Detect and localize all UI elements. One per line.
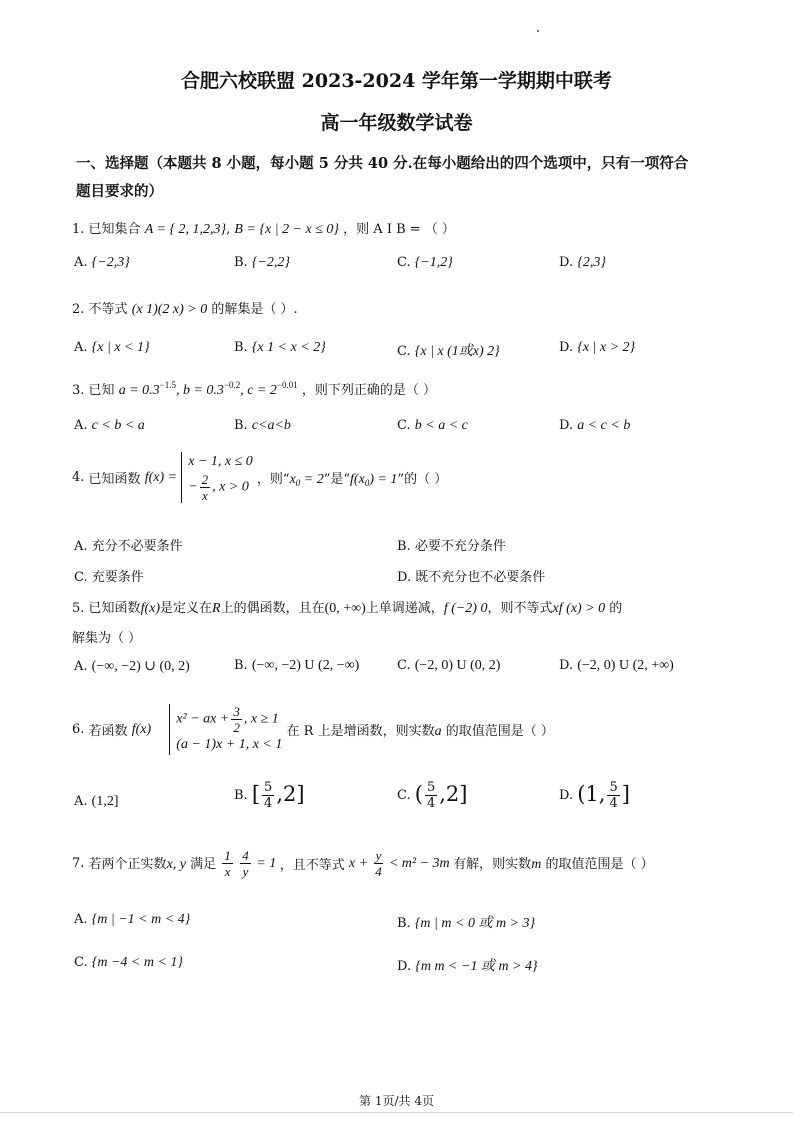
question-4 — [72, 452, 447, 503]
section-heading-line1: 一、选择题（本题共 8 小题，每小题 5 分共 40 分.在每小题给出的四个选项中，只有一项符合 — [76, 155, 689, 172]
question-number: 2. — [72, 302, 85, 317]
option-d[interactable]: D. 既不充分也不必要条件 — [397, 570, 546, 585]
question-text: 不等式 — [88, 302, 128, 317]
question-6: 6. 若函数 f(x) x² − ax + $\frac{3}{2}$ , x ≥ 1 (a − 1)x + 1, x < 1 在 R 上是增函数，则实数a 的取值范围是（ ） — [72, 704, 554, 755]
option-d[interactable]: D. {x | x > 2} — [559, 340, 636, 355]
condition-expr: $\frac{1}{x}$ $\frac{4}{y}$ = 1 — [224, 848, 277, 879]
piecewise-function: x − 1, x ≤ 0 − $\frac{2}{x}$ , x > 0 — [181, 452, 253, 503]
option-b[interactable]: B. c<a<b — [234, 418, 291, 433]
function-name: f(x) — [131, 721, 152, 737]
piecewise-function: x² − ax + $\frac{3}{2}$ , x ≥ 1 (a − 1)x + 1, x < 1 — [169, 704, 282, 755]
question-number: 5. — [72, 601, 85, 616]
scan-dot — [537, 30, 539, 32]
question-1: 1. 已知集合 A = { 2, 1,2,3}, B = {x | 2 − x ≤ 0} ，则 A I B = （ ） — [72, 222, 455, 237]
set-a: A = { 2, 1,2,3} — [144, 222, 227, 237]
question-3 — [72, 379, 436, 399]
question-5-line2: 解集为（ ） — [72, 631, 142, 646]
inequality-expr: (x 1)(2 x) > 0 — [131, 302, 208, 317]
question-text: 已知集合 — [88, 222, 141, 237]
option-a[interactable]: A. {m | −1 < m < 4} — [74, 912, 191, 927]
option-d[interactable]: D. {2,3} — [559, 255, 606, 270]
question-text: 已知函数 — [88, 472, 141, 487]
exam-subtitle: 高一年级数学试卷 — [320, 112, 473, 134]
option-c[interactable]: C. {m −4 < m < 1} — [74, 955, 184, 970]
question-5: 5. 已知函数f(x)是定义在R上的偶函数，且在(0, +∞)上单调递减，f (−2) 0，则不等式xf (x) > 0 的 — [72, 601, 623, 616]
option-d[interactable]: D. {m m < −1 或 m > 4} — [397, 959, 538, 974]
option-c[interactable]: C. ( $\frac{5}{4}$ ,2] — [397, 780, 468, 811]
option-b[interactable]: B. 必要不充分条件 — [397, 539, 506, 554]
option-a[interactable]: A. (1,2] — [74, 794, 119, 809]
question-text: ，则 A I B = （ ） — [343, 222, 455, 237]
question-text: ，则“$x_0 = 2$”是“$f(x_0) = 1$”的（ ） — [256, 471, 448, 488]
option-b[interactable]: B. {x 1 < x < 2} — [234, 340, 326, 355]
value-a: $a = 0.3^{-1.5}$, $b = 0.3^{-0.2}$, $c = 2^{-0.01}$ — [118, 380, 298, 398]
question-number: 6. — [72, 722, 85, 737]
option-d[interactable]: D. a < c < b — [559, 418, 631, 433]
set-b: B = {x | 2 − x ≤ 0} — [234, 222, 340, 237]
question-number: 1. — [72, 222, 85, 237]
question-2 — [72, 298, 298, 318]
page-footer: 第 1页/共 4页 — [359, 1094, 434, 1108]
section-heading-line2: 题目要求的） — [76, 183, 163, 200]
option-a[interactable]: A. c < b < a — [74, 418, 145, 433]
question-text: 的解集是（ ）. — [211, 302, 298, 317]
question-number: 3. — [72, 383, 85, 398]
question-text: 已知 — [88, 383, 115, 398]
question-number: 4. — [72, 470, 85, 485]
option-b[interactable]: B. {m | m < 0 或 m > 3} — [397, 916, 536, 931]
inequality-expr: x + $\frac{y}{4}$ < m² − 3m — [348, 848, 450, 879]
function-name: f(x) = — [144, 469, 178, 485]
option-c[interactable]: C. {−1,2} — [397, 255, 453, 270]
option-d[interactable]: D. (−2, 0) U (2, +∞) — [559, 658, 674, 673]
option-c[interactable]: C. {x | x (1或x) 2} — [397, 344, 500, 359]
option-c[interactable]: C. b < a < c — [397, 418, 468, 433]
option-c[interactable]: C. 充要条件 — [74, 570, 144, 585]
exam-title: 合肥六校联盟 2023-2024 学年第一学期期中联考 — [181, 70, 612, 92]
divider — [0, 1112, 793, 1113]
option-b[interactable]: B. [ $\frac{5}{4}$ ,2] — [234, 780, 305, 811]
option-d[interactable]: D. (1, $\frac{5}{4}$ ] — [559, 780, 630, 811]
option-a[interactable]: A. {−2,3} — [74, 255, 130, 270]
option-b[interactable]: B. {−2,2} — [234, 255, 290, 270]
option-a[interactable]: A. {x | x < 1} — [74, 340, 150, 355]
option-a[interactable]: A. (−∞, −2) ∪ (0, 2) — [74, 659, 190, 674]
option-b[interactable]: B. (−∞, −2) U (2, −∞) — [234, 658, 360, 673]
question-text: ，则下列正确的是（ ） — [301, 383, 437, 398]
question-7: 7. 若两个正实数x, y 满足 $\frac{1}{x}$ $\frac{4}{y}$ = 1 ，且不等式 x + $\frac{y}{4}$ < m² − 3m 有解，则实数m 的取值范围是（ ） — [72, 848, 654, 879]
option-c[interactable]: C. (−2, 0) U (0, 2) — [397, 658, 501, 673]
question-number: 7. — [72, 855, 85, 871]
option-a[interactable]: A. 充分不必要条件 — [74, 539, 183, 554]
